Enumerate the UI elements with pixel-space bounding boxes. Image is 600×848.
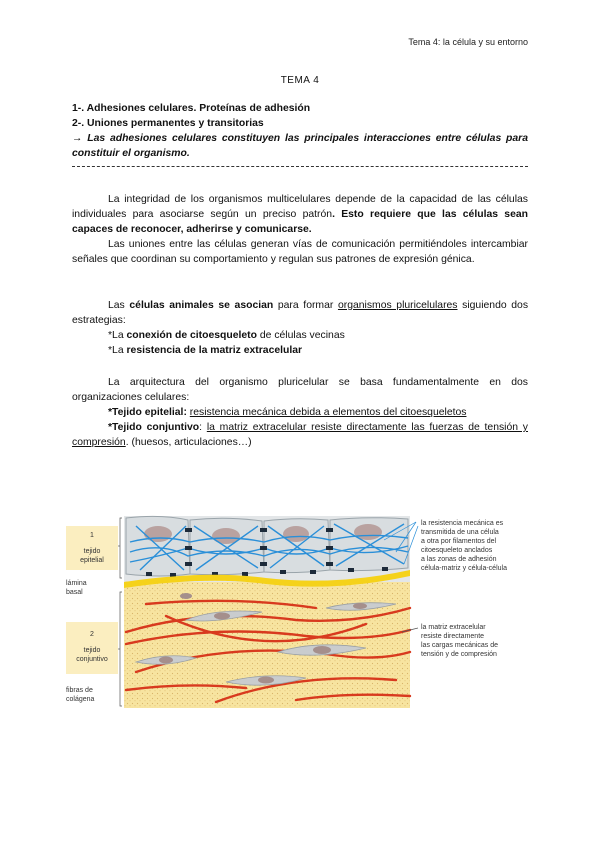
fibras-line2: colágena [66,696,95,703]
p1-text: La integridad de los organismos multicelulares depende de la capacidad de las células individuales para asociarse según un preciso patrón [72,194,528,220]
box1-line1: tejido [83,548,101,555]
box1-number: 1 [90,532,94,539]
box1-line2: epitelial [80,557,104,564]
strategy-bold: resistencia de la matriz extracelular [126,345,303,356]
annot1-line: citoesqueleto anclados [421,547,493,554]
lamina-line2: basal [66,589,83,596]
tissue-illustration [66,512,530,708]
annot1-line: la resistencia mecánica es [421,520,504,527]
paragraph-1 [72,192,528,267]
heading-1: 1-. Adhesiones celulares. Proteínas de adhesión [72,103,311,114]
annotation-matrix [421,624,498,658]
p4-text: La arquitectura del organismo pluricelular se basa fundamentalmente en dos organizaciones celulares: [72,377,528,403]
tissue-label: *Tejido conjuntivo [108,422,200,433]
tissue-desc: resistencia mecánica debida a elementos del citoesqueletos [189,407,467,418]
strategy-item [72,328,528,343]
annot2-line: tensión y de compresión [421,651,497,658]
tissue-item [72,405,528,420]
tissue-figure [66,512,530,708]
annot1-line: transmitida de una célula [421,529,499,536]
tissue-post: . (huesos, articulaciones…) [125,437,252,448]
tissue-item [72,420,528,450]
summary-line: → Las adhesiones celulares constituyen las principales interacciones entre células para constituir el organismo. [72,133,528,159]
p3-t1: Las [108,300,130,311]
annot1-line: a otra por filamentos del [421,538,497,545]
fibras-line1: fibras de [66,687,93,694]
page-header: Tema 4: la célula y su entorno [408,37,528,47]
extracellular-matrix [124,578,410,708]
annot2-line: la matriz extracelular [421,624,486,631]
strategy-post: de células vecinas [257,330,345,341]
dashed-divider [72,166,528,168]
strategy-bold: conexión de citoesqueleto [126,330,257,341]
annot2-line: las cargas mecánicas de [421,642,499,649]
p1-bold: . Esto requiere que las células sean capaces de reconocer, adherirse y comunicarse. [72,209,528,235]
annotation-cytoskeleton [421,520,507,572]
heading-2: 2-. Uniones permanentes y transitorias [72,118,264,129]
paragraph-3 [72,298,528,358]
lamina-line1: lámina [66,580,87,587]
connective-bracket [120,592,122,706]
strategy-pre: *La [108,345,127,356]
page-title: TEMA 4 [280,75,320,86]
p3-t5: siguiendo dos estrategias: [72,300,529,326]
epithelial-bracket [120,518,122,578]
box2-line2: conjuntivo [76,656,108,663]
tissue-colon: : [199,422,207,433]
annot1-line: a las zonas de adhesión [421,556,497,563]
tissue-label: *Tejido epitelial: [108,407,187,418]
paragraph-2: Las uniones entre las células generan vías de comunicación permitiéndoles intercambiar señales que coordinan su comportamiento y regulan sus patrones de expresión génica. [72,239,528,265]
box2-number: 2 [90,631,94,638]
strategy-pre: *La [108,330,127,341]
tissue-desc: la matriz extracelular resiste directamente las fuerzas de tensión y compresión [72,422,528,448]
p3-underline: organismos pluricelulares [337,300,458,311]
annot2-line: resiste directamente [421,633,485,640]
p3-bold: células animales se asocian [129,300,274,311]
annot1-line: célula-matriz y célula-célula [421,565,507,572]
box2-line1: tejido [83,647,101,654]
strategy-item [72,343,528,358]
heading-block [72,101,528,161]
p3-t3: para formar [273,300,338,311]
paragraph-4 [72,375,528,450]
